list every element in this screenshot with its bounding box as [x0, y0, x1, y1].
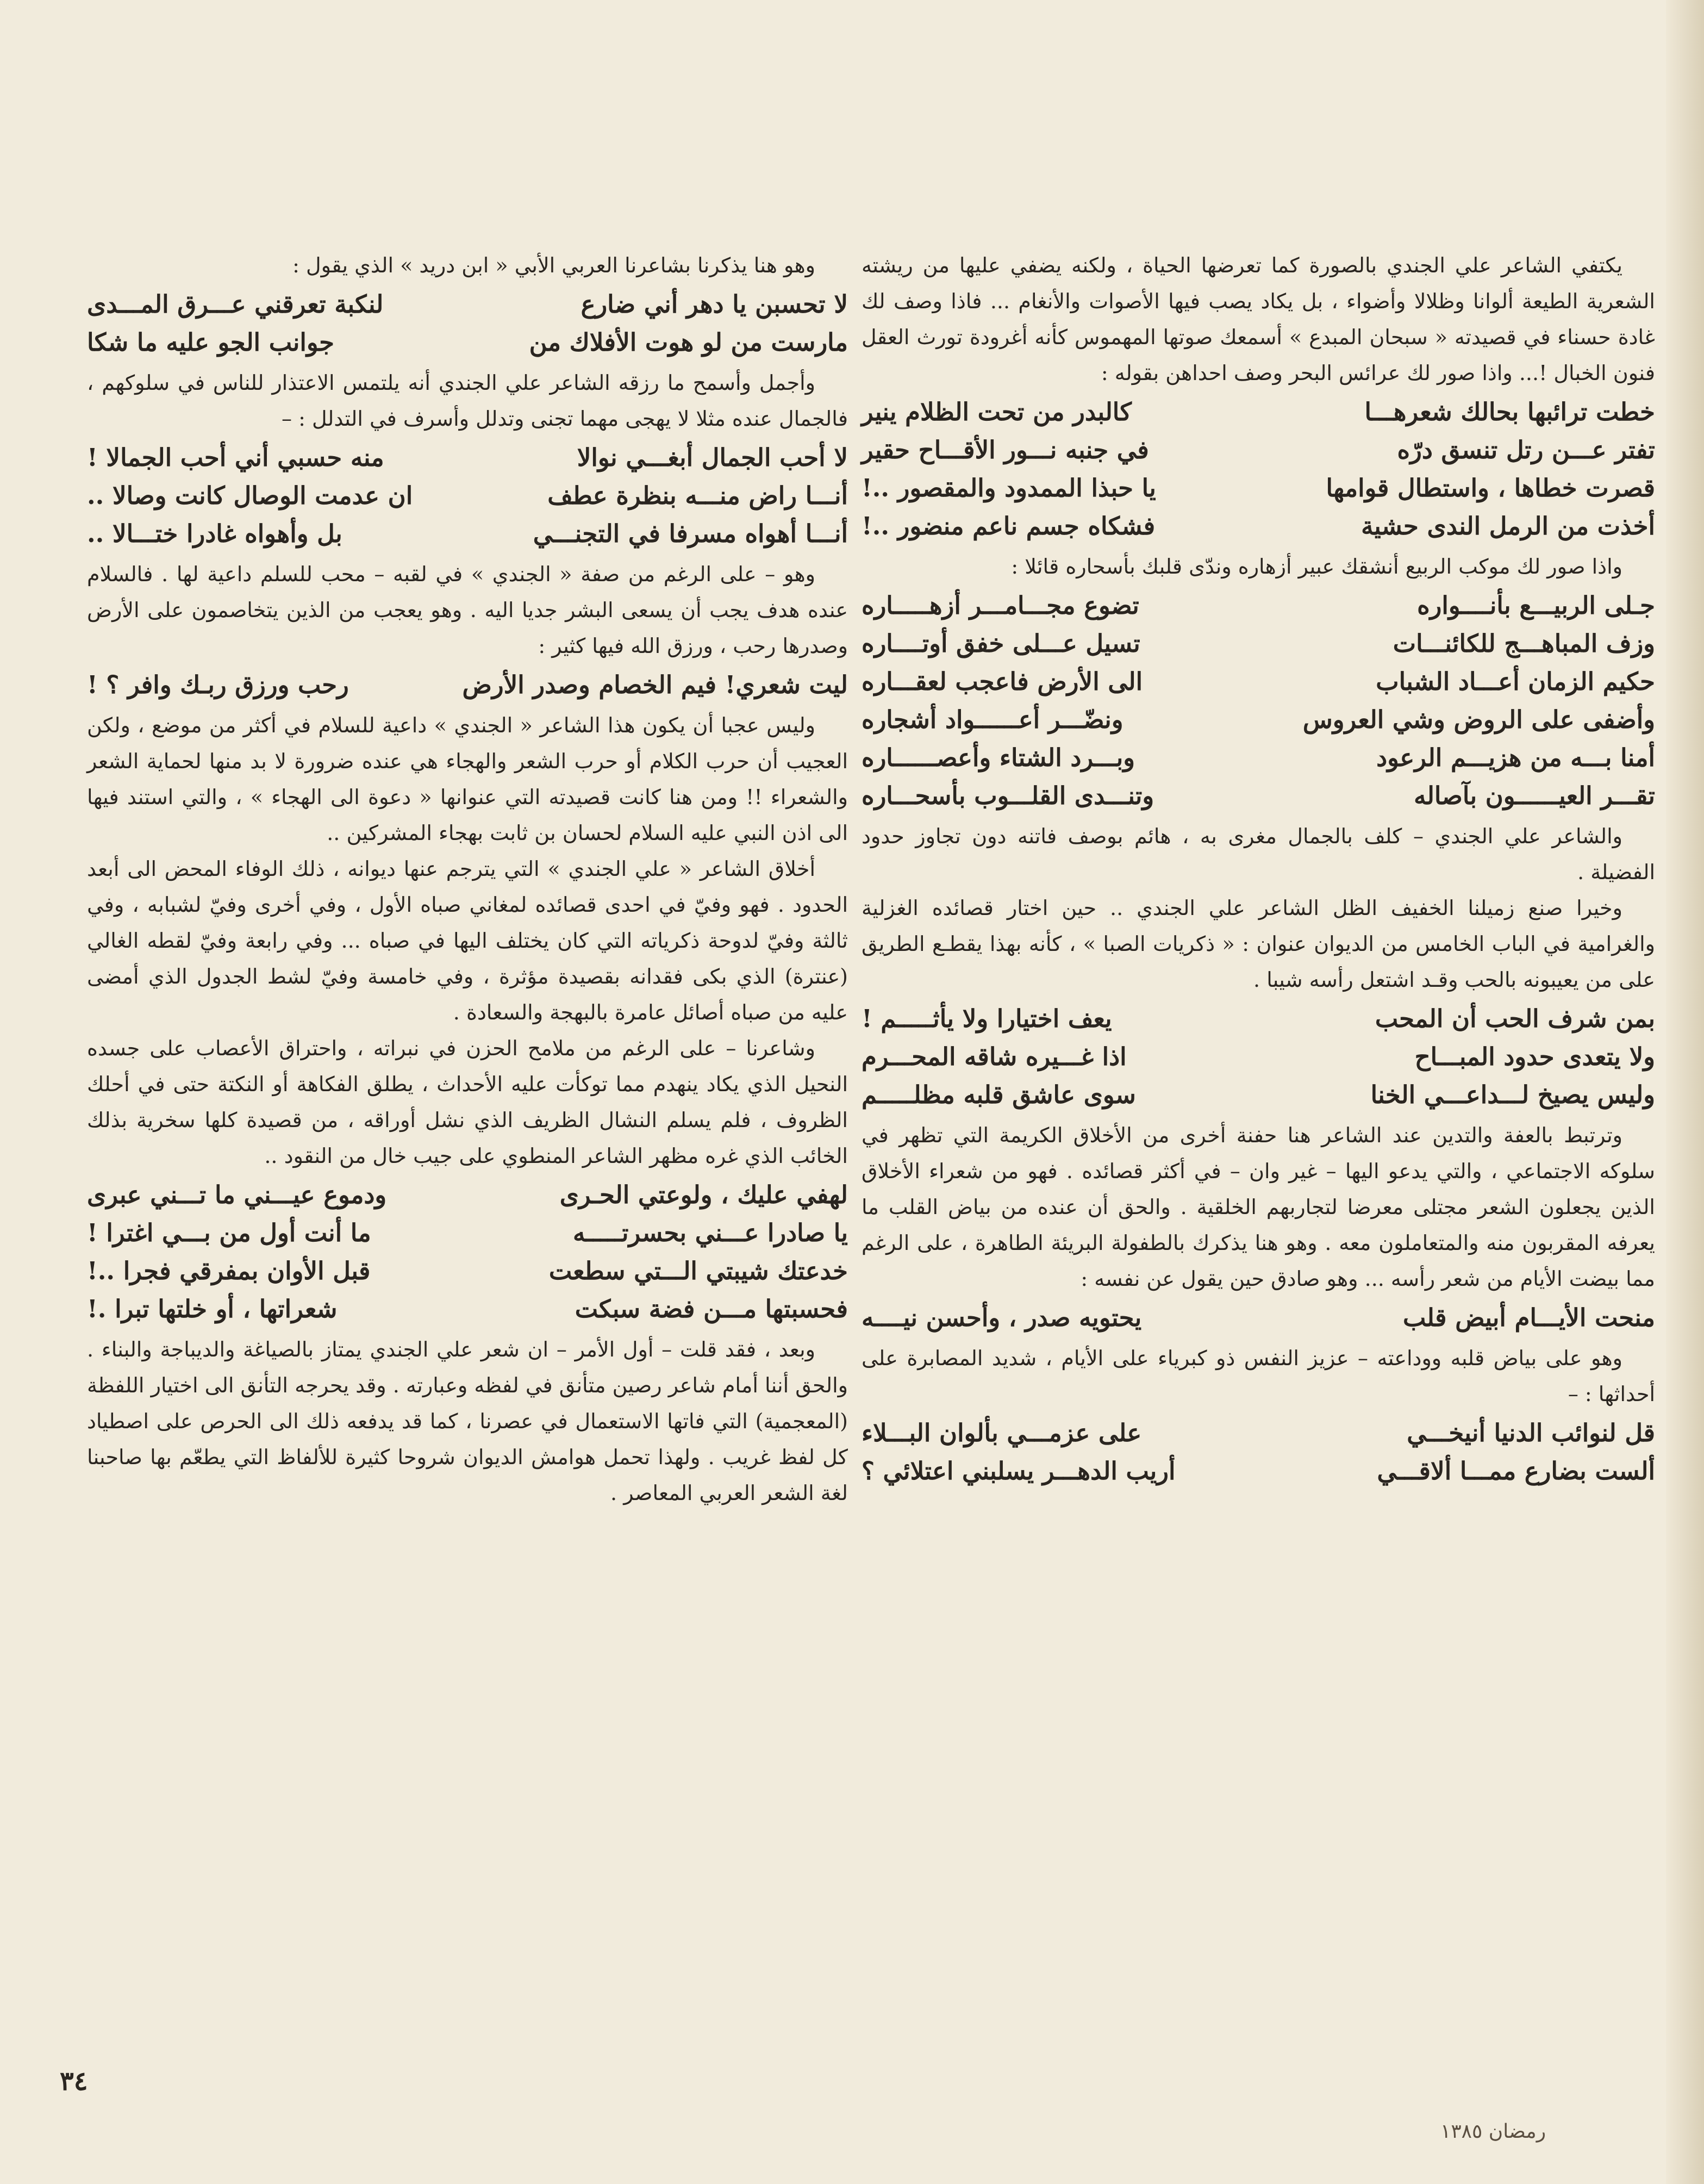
hemistich: قصرت خطاها ، واستطال قوامها — [1326, 474, 1655, 502]
verse-line — [862, 469, 1655, 507]
paragraph: وليس عجبا أن يكون هذا الشاعر « الجندي » داعية للسلام في أكثر من موضع ، ولكن العجيب أن حرب الكلام أو حرب الشعر والهجاء هي عنده ضرورة لا بد منها لحماية الشعر والشعراء !! ومن هنا كانت قصيدته التي عنوانها « دعوة الى الهجاء » ، والتي استند فيها الى اذن النبي عليه السلام لحسان بن ثابت بهجاء المشركين .. — [87, 713, 848, 845]
verse-line — [87, 1176, 848, 1214]
hemistich: وأضفى على الروض وشي العروس — [1302, 705, 1655, 734]
paragraph: وبعد ، فقد قلت – أول الأمر – ان شعر علي الجندي يمتاز بالصياغة والديباجة والبناء . والحق أننا أمام شاعر رصين متأنق في لفظه وعبارته . وقد يحرجه التأنق الى اختيار اللفظة (المعجمية) التي فاتها الاستعمال في عصرنا ، كما قد يدفعه ذلك الى الحرص على اصطياد كل لفظ غريب . ولهذا تحمل هوامش الديوان شروحا كثيرة للألفاظ التي يطعّم بها صاحبنا لغة الشعر العربي المعاصر . — [87, 1337, 848, 1505]
paragraph: أخلاق الشاعر « علي الجندي » التي يترجم عنها ديوانه ، ذلك الوفاء المحض الى أبعد الحدود . فهو وفيّ في احدى قصائده لمغاني صباه الأول ، وفي أخرى وفيّ لشبابه ، وفي ثالثة وفيّ لدوحة ذكرياته التي كان يختلف اليها في صباه ... وفي رابعة وفيّ لقطه الغالي (عنترة) الذي بكى فقدانه بقصيدة مؤثرة ، وفي خامسة وفيّ لشط الجدول الذي أمضى عليه من صباه أصائل عامرة بالبهجة والسعادة . — [87, 857, 848, 1024]
hemistich: أمنا بـــه من هزيـــم الرعود — [1376, 743, 1655, 772]
page-spine-shadow — [1666, 0, 1704, 2184]
paragraph: وهو هنا يذكرنا بشاعرنا العربي الأبي « ابن دريد » الذي يقول : — [292, 253, 815, 277]
verse-block — [87, 666, 848, 704]
hemistich: شعراتها ، أو خلتها تبرا .! — [87, 1295, 338, 1323]
hemistich: تقـــر العيــــــون بآصاله — [1414, 781, 1655, 810]
hemistich: قبل الأوان بمفرقي فجرا ..! — [87, 1256, 371, 1285]
hemistich: أريب الدهـــر يسلبني اعتلائي ؟ — [862, 1457, 1176, 1485]
right-column — [862, 247, 1655, 1494]
verse-line — [862, 701, 1655, 739]
verse-line — [87, 1290, 848, 1328]
hemistich: لهفي عليك ، ولوعتي الحـرى — [559, 1180, 848, 1209]
verse-line — [862, 507, 1655, 545]
hemistich: على عزمـــي بألوان البـــلاء — [862, 1418, 1142, 1447]
verse-block — [862, 587, 1655, 815]
verse-line — [87, 666, 848, 704]
hemistich: فحسبتها مـــن فضة سبكت — [575, 1295, 848, 1323]
paragraph: واذا صور لك موكب الربيع أنشقك عبير أزهاره وندّى قلبك بأسحاره قائلا : — [1011, 555, 1622, 578]
verse-line — [862, 663, 1655, 701]
hemistich: ليت شعري! فيم الخصام وصدر الأرض — [462, 670, 848, 699]
hemistich: قل لنوائب الدنيا أنيخـــي — [1407, 1418, 1655, 1447]
hemistich: الى الأرض فاعجب لعقـــاره — [862, 667, 1143, 696]
hemistich: تسيل عـــلى خفق أوتــــاره — [862, 629, 1140, 658]
verse-line — [862, 1452, 1655, 1490]
hemistich: ونضّـــر أعــــــواد أشجاره — [862, 705, 1123, 734]
paragraph: يكتفي الشاعر علي الجندي بالصورة كما تعرضها الحياة ، ولكنه يضفي عليها من ريشته الشعرية الطيعة ألوانا وظلالا وأضواء ، بل يكاد يصب فيها الأصوات والأنغام ... فاذا وصف لك غادة حسناء في قصيدته « سبحان المبدع » أسمعك صوتها المهموس كأنه أغرودة تورث العقل فنون الخبال !... واذا صور لك عرائس البحر وصف احداهن بقوله : — [862, 253, 1655, 385]
hemistich: منه حسبي أني أحب الجمالا ! — [87, 443, 384, 472]
hemistich: خدعتك شيبتي الـــتي سطعت — [548, 1256, 848, 1285]
verse-block — [87, 1176, 848, 1328]
verse-block — [862, 1000, 1655, 1114]
verse-line — [862, 431, 1655, 469]
verse-line — [862, 739, 1655, 777]
hemistich: تفتر عـــن رتل تنسق درّه — [1397, 435, 1655, 464]
footer-date: رمضان ١٣٨٥ — [1440, 2120, 1546, 2143]
hemistich: فشكاه جسم ناعم منضور ..! — [862, 512, 1156, 540]
hemistich: ما أنت أول من بـــي اغترا ! — [87, 1218, 371, 1247]
hemistich: وليس يصيخ لـــداعـــي الخنا — [1370, 1080, 1655, 1109]
hemistich: ولا يتعدى حدود المبـــاح — [1414, 1042, 1655, 1071]
paragraph: وأجمل وأسمح ما رزقه الشاعر علي الجندي أنه يلتمس الاعتذار للناس في سلوكهم ، فالجمال عنده مثلا لا يهجى مهما تجنى وتدلل وأسرف في التدلل : – — [87, 371, 848, 431]
hemistich: يا حبذا الممدود والمقصور ..! — [862, 474, 1156, 502]
verse-line — [862, 587, 1655, 625]
hemistich: في جنبه نـــور الأقـــاح حقير — [862, 435, 1149, 464]
verse-line — [862, 1038, 1655, 1076]
hemistich: ألست بضارع ممـــا ألاقـــي — [1377, 1457, 1655, 1485]
verse-block — [87, 439, 848, 553]
verse-line — [862, 393, 1655, 431]
hemistich: حكيم الزمان أعـــاد الشباب — [1376, 667, 1655, 696]
paragraph: وترتبط بالعفة والتدين عند الشاعر هنا حفنة أخرى من الأخلاق الكريمة التي تظهر في سلوكه الاجتماعي ، والتي يدعو اليها – غير وان – في أكثر قصائده . فهو من شعراء الأخلاق الذين يجعلون الشعر مجتلى معرضا لتجاربهم الخلقية . والحق أن عنده من بياض القلب ما يعرفه المقربون منه والمتعاملون معه . وهو هنا يذكرك بالطفولة البريئة الطاهرة ، على الرغم مما بيضت الأيام من شعر رأسه ... وهو صادق حين يقول عن نفسه : — [862, 1123, 1655, 1291]
hemistich: لنكبة تعرقني عـــرق المـــدى — [87, 290, 384, 319]
hemistich: أنـــا راض منـــه بنظرة عطف — [547, 481, 848, 510]
verse-line — [862, 1076, 1655, 1114]
verse-line — [87, 1214, 848, 1252]
hemistich: وبـــرد الشتاء وأعصــــــاره — [862, 743, 1135, 772]
verse-line — [87, 323, 848, 362]
hemistich: وتنـــدى القلـــوب بأسحـــاره — [862, 781, 1154, 810]
hemistich: اذا غـــيره شاقه المحـــرم — [862, 1042, 1127, 1071]
verse-block — [87, 285, 848, 362]
verse-line — [862, 777, 1655, 815]
verse-line — [87, 285, 848, 323]
hemistich: لا تحسبن يا دهر أني ضارع — [581, 290, 848, 319]
hemistich: تضوع مجـــامـــر أزهـــــاره — [862, 591, 1139, 620]
page-number: ٣٤ — [60, 2066, 88, 2096]
hemistich: جـلى الربيـــع بأنــــواره — [1417, 591, 1655, 620]
verse-line — [87, 439, 848, 477]
verse-line — [862, 1299, 1655, 1337]
hemistich: يا صادرا عـــني بحسرتـــــه — [572, 1218, 848, 1247]
hemistich: سوى عاشق قلبه مظلـــــم — [862, 1080, 1136, 1109]
hemistich: منحت الأيـــام أبيض قلب — [1402, 1303, 1655, 1332]
left-column — [87, 247, 848, 1511]
hemistich: ان عدمت الوصال كانت وصالا .. — [87, 481, 413, 510]
hemistich: كالبدر من تحت الظلام ينير — [862, 397, 1132, 426]
paragraph: والشاعر علي الجندي – كلف بالجمال مغرى به ، هائم بوصف فاتنه دون تجاوز حدود الفضيلة . — [862, 824, 1655, 884]
hemistich: جوانب الجو عليه ما شكا — [87, 328, 334, 357]
verse-block — [862, 1414, 1655, 1490]
paragraph: وشاعرنا – على الرغم من ملامح الحزن في نبراته ، واحتراق الأعصاب على جسده النحيل الذي يكاد ينهدم مما توكأت عليه الأحداث ، يطلق الفكاهة أو النكتة حتى في أحلك الظروف ، فلم يسلم النشال الظريف الذي نشل أوراقه ، من قصيدة كلها سخرية بذلك الخائب الذي غره مظهر الشاعر المنطوي على جيب خال من النقود .. — [87, 1036, 848, 1168]
hemistich: وزف المباهـــج للكائنـــات — [1393, 629, 1655, 658]
verse-line — [862, 625, 1655, 663]
paragraph: وخيرا صنع زميلنا الخفيف الظل الشاعر علي الجندي .. حين اختار قصائده الغزلية والغرامية في الباب الخامس من الديوان عنوان : « ذكريات الصبا » ، كأنه بهذا يقطـع الطريق على من يعيبونه بالحب وقـد اشتعل رأسه شيبا . — [862, 896, 1655, 992]
verse-line — [87, 477, 848, 515]
hemistich: أنـــا أهواه مسرفا في التجنـــي — [533, 519, 848, 548]
paragraph: وهو – على الرغم من صفة « الجندي » في لقبه – محب للسلم داعية لها . فالسلام عنده هدف يجب أن يسعى البشر جديا اليه . وهو يعجب من الذين يتخاصمون على الأرض وصدرها رحب ، ورزق الله فيها كثير : — [87, 562, 848, 658]
hemistich: ودموع عيـــني ما تـــني عبرى — [87, 1180, 387, 1209]
verse-line — [87, 515, 848, 553]
verse-block — [862, 393, 1655, 545]
hemistich: يعف اختيارا ولا يأثـــــم ! — [862, 1004, 1112, 1033]
verse-line — [862, 1000, 1655, 1038]
hemistich: يحتويه صدر ، وأحسن نيــــه — [862, 1303, 1142, 1332]
verse-line — [862, 1414, 1655, 1452]
hemistich: أخذت من الرمل الندى حشية — [1361, 512, 1655, 540]
hemistich: مارست من لو هوت الأفلاك من — [529, 328, 848, 357]
hemistich: خطت ترائبها بحالك شعرهـــا — [1364, 397, 1655, 426]
paragraph: وهو على بياض قلبه ووداعته – عزيز النفس ذو كبرياء على الأيام ، شديد المصابرة على أحداثها : – — [862, 1346, 1655, 1406]
hemistich: بل وأهواه غادرا ختـــالا .. — [87, 519, 342, 548]
verse-line — [87, 1252, 848, 1290]
hemistich: بمن شرف الحب أن المحب — [1375, 1004, 1655, 1033]
verse-block — [862, 1299, 1655, 1337]
hemistich: لا أحب الجمال أبغـــي نوالا — [577, 443, 848, 472]
hemistich: رحب ورزق ربـك وافر ؟ ! — [87, 670, 349, 699]
